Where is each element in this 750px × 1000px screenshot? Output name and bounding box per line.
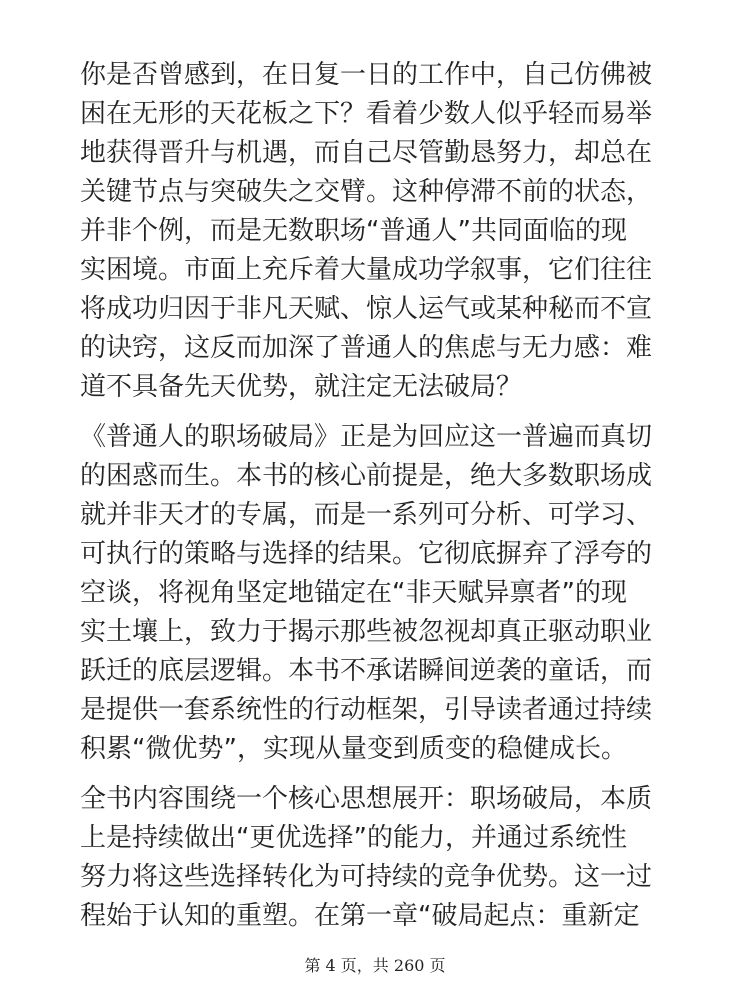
text-line: 困在无形的天花板之下？看着少数人似乎轻而易举 [80,99,653,129]
text-line: 是提供一套系统性的行动框架，引导读者通过持续 [80,695,653,725]
paragraph-1 [80,56,672,407]
text-line: 跃迁的底层逻辑。本书不承诺瞬间逆袭的童话，而 [80,656,653,686]
text-line: 并非个例，而是无数职场“普通人”共同面临的现 [80,216,627,246]
text-line: 的诀窍，这反而加深了普通人的焦虑与无力感：难 [80,333,653,363]
text-line: 积累“微优势”，实现从量变到质变的稳健成长。 [80,734,627,764]
text-line: 就并非天才的专属，而是一系列可分析、可学习、 [80,500,653,530]
text-line: 关键节点与突破失之交臂。这种停滞不前的状态， [80,177,653,207]
text-line: 你是否曾感到，在日复一日的工作中，自己仿佛被 [80,60,653,90]
text-line: 空谈，将视角坚定地锚定在“非天赋异禀者”的现 [80,578,627,608]
text-line: 《普通人的职场破局》正是为回应这一普遍而真切 [80,422,653,452]
text-line: 实困境。市面上充斥着大量成功学叙事，它们往往 [80,255,653,285]
text-line: 实土壤上，致力于揭示那些被忽视却真正驱动职业 [80,617,653,647]
text-line: 努力将这些选择转化为可持续的竞争优势。这一过 [80,862,653,892]
text-line: 上是持续做出“更优选择”的能力，并通过系统性 [80,823,627,853]
paragraph-2 [80,418,672,769]
page-indicator: 第 4 页，共 260 页 [304,956,446,975]
text-line: 可执行的策略与选择的结果。它彻底摒弃了浮夸的 [80,539,653,569]
text-line: 道不具备先天优势，就注定无法破局？ [80,372,523,402]
paragraph-3 [80,780,672,936]
text-line: 的困惑而生。本书的核心前提是，绝大多数职场成 [80,461,653,491]
text-line: 将成功归因于非凡天赋、惊人运气或某种秘而不宣 [80,294,653,324]
text-line: 地获得晋升与机遇，而自己尽管勤恳努力，却总在 [80,138,653,168]
text-line: 程始于认知的重塑。在第一章“破局起点：重新定 [80,901,640,931]
text-line: 全书内容围绕一个核心思想展开：职场破局，本质 [80,784,653,814]
body-text [80,56,672,947]
